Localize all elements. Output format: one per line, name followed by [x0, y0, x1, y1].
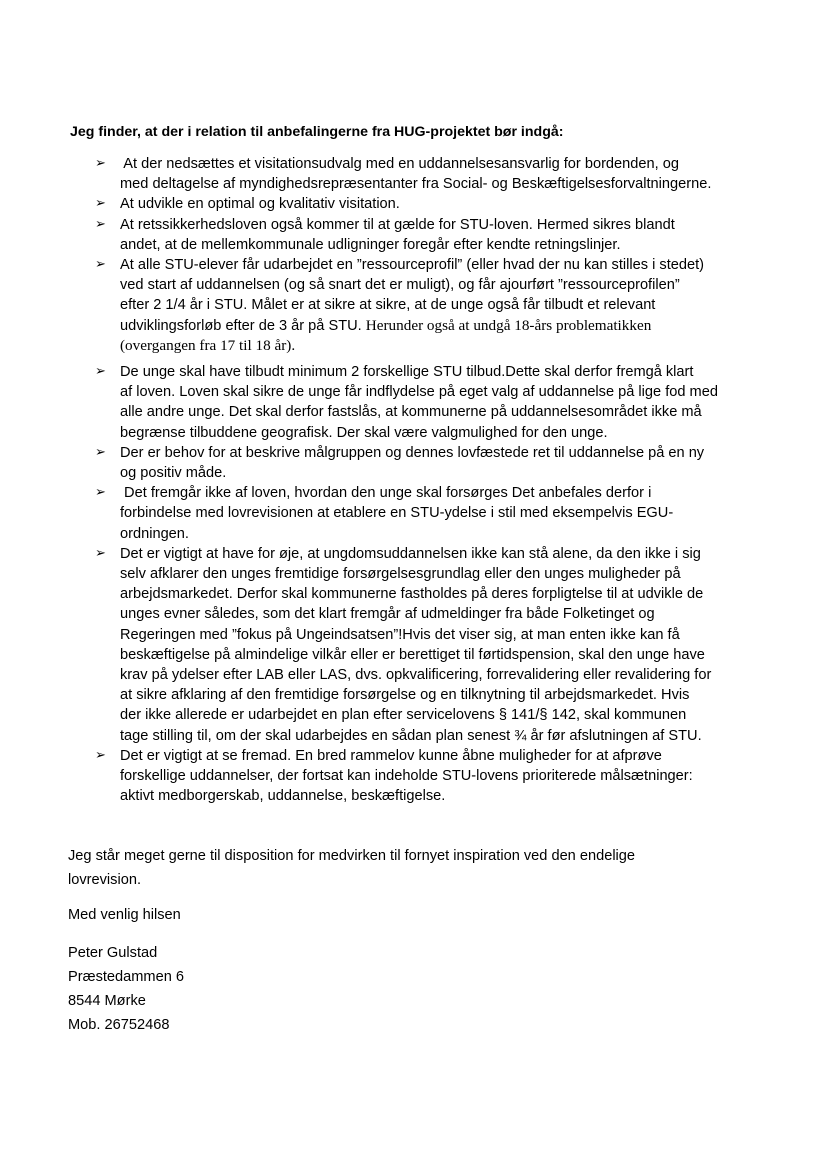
arrow-bullet-icon: ➢ [95, 444, 106, 460]
bullet-line: (overgangen fra 17 til 18 år). [120, 336, 296, 354]
bullet-item [0, 544, 740, 746]
bullet-line-head: udviklingsforløb efter de 3 år på STU. [120, 317, 366, 334]
bullet-line: Regeringen med ”fokus på Ungeindsatsen”!Hvis det viser sig, at man enten ikke kan få [120, 626, 680, 643]
signature-phone: Mob. 26752468 [68, 1017, 170, 1033]
bullet-line: ordningen. [120, 525, 189, 542]
closing-line-1: Jeg står meget gerne til disposition for medvirken til fornyet inspiration ved den endelige [68, 848, 636, 864]
bullet-item [0, 255, 740, 356]
arrow-bullet-icon: ➢ [95, 364, 106, 380]
bullet-item [0, 483, 740, 544]
bullet-line: forskellige uddannelser, der fortsat kan indeholde STU-lovens prioriterede målsætninger: [120, 768, 693, 785]
bullet-line: At alle STU-elever får udarbejdet en ”ressourceprofil” (eller hvad der nu kan stilles i stedet) [120, 257, 705, 274]
bullet-line: forbindelse med lovrevisionen at etablere en STU-ydelse i stil med eksempelvis EGU- [120, 505, 674, 522]
bullet-line: beskæftigelse på almindelige vilkår eller er berettiget til førtidspension, skal den unge have [120, 646, 705, 663]
bullet-line: af loven. Loven skal sikre de unge får indflydelse på eget valg af uddannelse på lige fod med [120, 384, 718, 401]
bullet-item [0, 194, 740, 214]
bullet-line: begrænse tilbuddene geografisk. Der skal være valgmulighed for den unge. [120, 424, 608, 441]
recommendation-list [0, 154, 826, 807]
bullet-line: efter 2 1/4 år i STU. Målet er at sikre at sikre, at de unge også får tilbudt et relevant [120, 297, 656, 314]
bullet-line: alle andre unge. Det skal derfor fastslås, at kommunerne på uddannelsesområdet ikke må [120, 404, 702, 421]
arrow-bullet-icon: ➢ [95, 216, 106, 232]
bullet-line: At retssikkerhedsloven også kommer til at gælde for STU-loven. Hermed sikres blandt [120, 216, 675, 233]
arrow-bullet-icon: ➢ [95, 485, 106, 501]
bullet-line: Det er vigtigt at se fremad. En bred rammelov kunne åbne muligheder for at afprøve [120, 747, 662, 764]
bullet-line: Der er behov for at beskrive målgruppen og dennes lovfæstede ret til uddannelse på en ny [120, 444, 705, 461]
bullet-item [0, 443, 740, 483]
closing-line-2: lovrevision. [68, 872, 141, 888]
signature-name: Peter Gulstad [68, 945, 158, 961]
bullet-line: At der nedsættes et visitationsudvalg med en uddannelsesansvarlig for bordenden, og [120, 156, 679, 172]
bullet-line: Det er vigtigt at have for øje, at ungdomsuddannelsen ikke kan stå alene, da den ikke i sig [120, 545, 701, 562]
bullet-line: krav på ydelser efter LAB eller LAS, dvs. opkvalificering, forrevalidering eller revalidering for [120, 667, 712, 684]
bullet-line: med deltagelse af myndighedsrepræsentanter fra Social- og Beskæftigelsesforvaltningerne. [120, 176, 712, 193]
signature-city: 8544 Mørke [68, 993, 146, 1009]
arrow-bullet-icon: ➢ [95, 747, 106, 763]
arrow-bullet-icon: ➢ [95, 156, 106, 171]
bullet-item [0, 362, 740, 443]
arrow-bullet-icon: ➢ [95, 257, 106, 273]
greeting: Med venlig hilsen [68, 907, 181, 923]
signature-street: Præstedammen 6 [68, 969, 184, 985]
bullet-item [0, 746, 740, 807]
bullet-line-serif-tail: Herunder også at undgå 18-års problematikken [365, 316, 652, 334]
bullet-line [120, 316, 740, 336]
bullet-line: selv afklarer den unges fremtidige forsørgelsesgrundlag eller den unges muligheder på [120, 566, 681, 583]
bullet-item [0, 215, 740, 255]
arrow-bullet-icon: ➢ [95, 196, 106, 212]
bullet-line: De unge skal have tilbudt minimum 2 forskellige STU tilbud.Dette skal derfor fremgå klart [120, 364, 694, 381]
bullet-line: arbejdsmarkedet. Derfor skal kommunerne fastholdes på deres forpligtelse til at udvikle de [120, 586, 704, 603]
bullet-line: ved start af uddannelsen (og så snart det er muligt), og får ajourført ”ressourceprofilen” [120, 277, 680, 294]
closing-paragraph [68, 844, 768, 892]
bullet-line: og positiv måde. [120, 465, 227, 482]
signature-block [68, 941, 184, 1037]
bullet-line: andet, at de mellemkommunale udligninger foregår efter kendte retningslinjer. [120, 236, 621, 253]
arrow-bullet-icon: ➢ [95, 545, 106, 561]
bullet-line: At udvikle en optimal og kvalitativ visitation. [120, 196, 400, 213]
bullet-line: aktivt medborgerskab, uddannelse, beskæftigelse. [120, 788, 446, 805]
document-heading: Jeg finder, at der i relation til anbefalingerne fra HUG-projektet bør indgå: [70, 124, 564, 140]
bullet-item [0, 154, 740, 194]
bullet-line: tage stilling til, om der skal udarbejdes en sådan plan senest ¾ år før afslutningen af STU. [120, 727, 702, 744]
bullet-line: der ikke allerede er udarbejdet en plan efter servicelovens § 141/§ 142, skal kommunen [120, 707, 687, 724]
bullet-line: unges evner således, som det klart fremgår af udmeldinger fra både Folketinget og [120, 606, 655, 623]
bullet-line: at sikre afklaring af den fremtidige forsørgelse og en tilknytning til arbejdsmarkedet. Hvis [120, 687, 690, 704]
bullet-line: Det fremgår ikke af loven, hvordan den unge skal forsørges Det anbefales derfor i [120, 485, 652, 502]
